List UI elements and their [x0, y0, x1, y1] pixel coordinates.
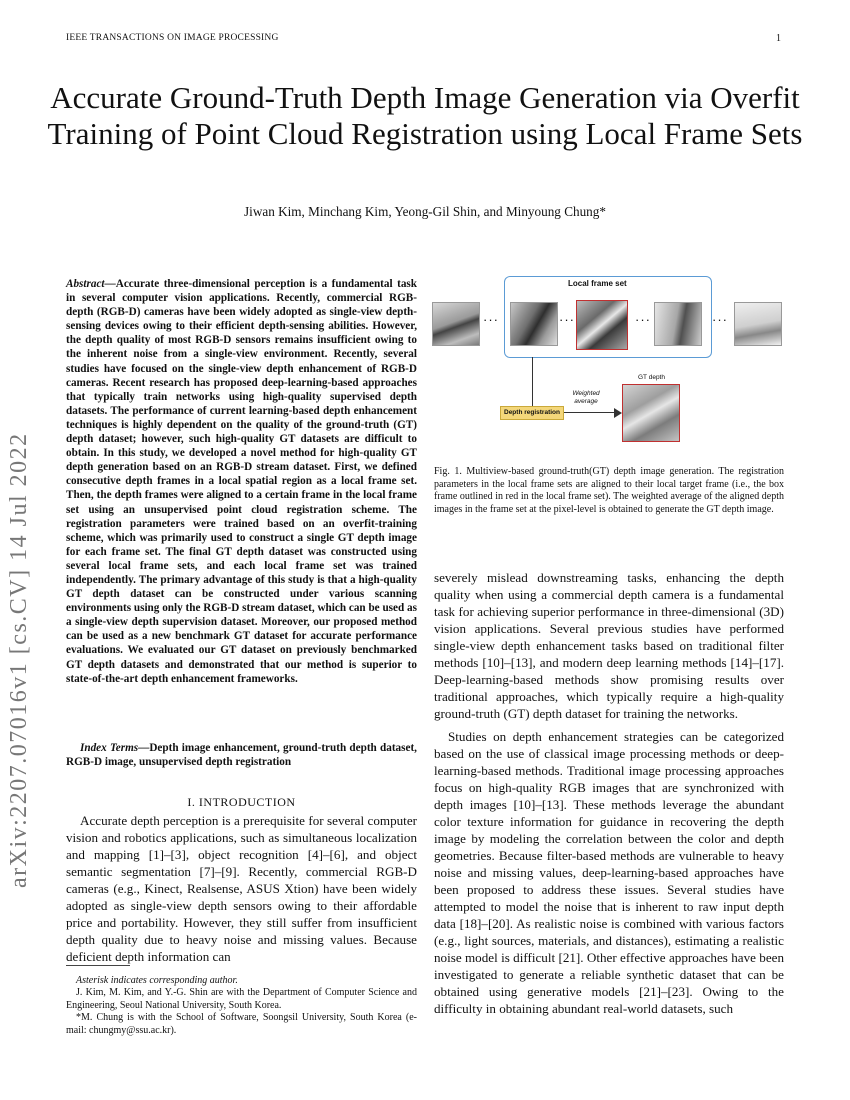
index-terms-text: —Depth image enhancement, ground-truth depth dataset, RGB-D image, unsupervised depth registration	[66, 742, 417, 769]
abstract-label: Abstract	[66, 278, 105, 290]
ellipsis: ···	[635, 312, 651, 327]
footnotes	[66, 975, 417, 1037]
figure-1	[428, 270, 790, 455]
arrow-head-icon	[614, 408, 622, 418]
index-terms-label: Index Terms	[80, 742, 139, 754]
footnote-divider	[66, 965, 130, 966]
depth-frame-thumb	[654, 302, 702, 346]
local-frame-set-label: Local frame set	[568, 279, 627, 288]
footnote-affiliation-1: J. Kim, M. Kim, and Y.-G. Shin are with the Department of Computer Science and Engineering, Seoul National University, South Korea.	[66, 987, 417, 1011]
figure-caption: Fig. 1. Multiview-based ground-truth(GT) depth image generation. The registration parameters in the local frame sets are aligned to their local target frame (i.e., the box frame outlined in red in the local frame set). The weighted average of the aligned depth images in the frame set at the pixel-level is obtained to generate the GT depth image.	[434, 466, 784, 515]
footnote-corresponding: Asterisk indicates corresponding author.	[76, 975, 238, 986]
ellipsis: ···	[483, 312, 499, 327]
section-heading: I. INTRODUCTION	[187, 795, 296, 809]
intro-right-column	[434, 569, 784, 1023]
page-number: 1	[776, 33, 781, 44]
target-depth-frame-thumb	[576, 300, 628, 350]
depth-frame-thumb	[510, 302, 558, 346]
intro-text: Accurate depth perception is a prerequisite for several computer vision and robotics applications, such as simultaneous localization and mapping [1]–[3], object recognition [4]–[6], and object semantic segmentation [7]–[9]. Recently, commercial RGB-D cameras (e.g., Kinect, Realsense, ASUS Xtion) have been widely adopted as single-view depth sensors owing to their affordable price and portability. However, they still suffer from insufficient depth quality due to heavy noise and missing values. Because deficient depth information can	[66, 813, 417, 964]
intro-paragraph	[66, 812, 417, 965]
intro-paragraph-continued: severely mislead downstreaming tasks, enhancing the depth quality when using a commercial depth camera is a fundamental task for achieving superior performance in three-dimensional (3D) vision applications. Several previous studies have performed single-view depth enhancement tasks based on traditional filter methods [10]–[13], and modern deep learning methods [14]–[17]. Deep-learning-based methods show promising results over traditional approaches, which typically require a high-quality ground-truth (GT) depth dataset for training the networks.	[434, 570, 784, 721]
ellipsis: ···	[712, 312, 728, 327]
paper-title: Accurate Ground-Truth Depth Image Generation via Overfit Training of Point Cloud Registration using Local Frame Sets	[47, 80, 803, 151]
author-list: Jiwan Kim, Minchang Kim, Yeong-Gil Shin, and Minyoung Chung*	[244, 204, 606, 219]
arxiv-stamp[interactable]: arXiv:2207.07016v1 [cs.CV] 14 Jul 2022	[6, 432, 32, 888]
ellipsis: ···	[559, 312, 575, 327]
gt-depth-image	[622, 384, 680, 442]
gt-depth-label: GT depth	[638, 374, 665, 381]
running-head: IEEE TRANSACTIONS ON IMAGE PROCESSING	[66, 33, 279, 43]
depth-frame-thumb	[432, 302, 480, 346]
depth-frame-thumb	[734, 302, 782, 346]
depth-registration-label: Depth registration	[500, 406, 564, 420]
arrow-right	[562, 412, 620, 413]
abstract-text: —Accurate three-dimensional perception is a fundamental task in several computer vision applications. Recently, commercial RGB-depth (RGB-D) cameras have been widely adopted as single-view depth-sensing devices owing to their efficient depth-sensing abilities. However, the depth quality of most RGB-D sensors remains insufficient owing to the inherent noise from a single-view environment. Recently, several studies have focused on the single-view depth enhancement of RGB-D cameras. Recent research has proposed deep-learning-based approaches that typically train networks using high-quality supervised depth datasets. The performance of current learning-based depth enhancement techniques is highly dependent on the quality of the ground-truth (GT) depth dataset; however, such high-quality GT datasets are difficult to obtain. In this study, we developed a novel method for high-quality GT depth generation based on an RGB-D stream dataset. First, we defined consecutive depth frames in a local spatial region as a local frame set. Then, the depth frames were aligned to a certain frame in the local frame set using an unsupervised point cloud registration scheme. The registration parameters were trained based on an overfit-training scheme, which was primarily used to construct a single GT depth image for each frame set. The final GT depth dataset was constructed using several local frame sets, and each local frame set was trained independently. The primary advantage of this study is that a high-quality GT depth dataset can be constructed under various scanning environments using only the RGB-D stream dataset, which can be used as a single-view depth supervision dataset. Moreover, our proposed method can be used as a new benchmark GT dataset for accurate performance evaluations. We evaluated our GT dataset on previously benchmarked GT depth datasets and demonstrated that our method is superior to state-of-the-art depth enhancement frameworks.	[66, 278, 417, 685]
arrow-down	[532, 357, 533, 413]
abstract	[66, 277, 417, 686]
intro-paragraph-2: Studies on depth enhancement strategies can be categorized based on the use of classical image processing methods or deep-learning-based methods. Traditional image processing approaches focus on high-quality RGB images that are synchronized with depth images [10]–[13]. These methods leverage the abundant color texture information for guidance in recovering the depth image by modeling the correlation between the color and depth geometries. Because filter-based methods are vulnerable to heavy noise and missing values, deep-learning-based approaches have been proposed to address these issues. Several studies have attempted to model the noise that is inherent to raw input depth data [18]–[20]. As realistic noise is combined with various factors (e.g., light sources, materials, and distances), estimating a realistic noise model is difficult [21]. Other effective approaches have been investigated to generate a reliable synthetic dataset that can be obtained using generative models [21]–[23]. Owing to the difficulty in obtaining abundant real-world datasets, such	[434, 729, 784, 1016]
footnote-affiliation-2: *M. Chung is with the School of Software, Soongsil University, South Korea (e-mail: chungmy@ssu.ac.kr).	[66, 1012, 417, 1036]
weighted-average-label: Weighted average	[572, 390, 600, 405]
index-terms	[66, 741, 417, 769]
